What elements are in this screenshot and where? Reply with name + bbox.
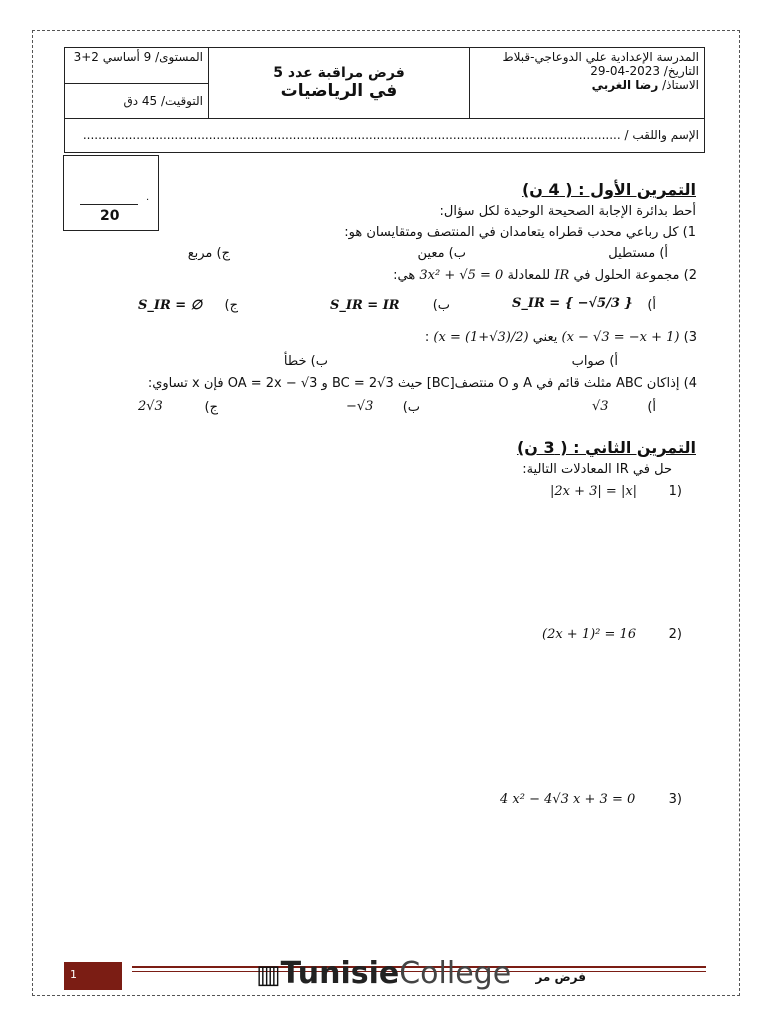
exam-subject: في الرياضيات	[280, 80, 398, 101]
school-cell	[470, 48, 705, 119]
level-cell: المستوى/ 9 أساسي 2+3	[65, 48, 209, 84]
ex2-e1: |2x + 3| = |x|	[550, 484, 638, 499]
ex1-q4-b: −√3	[346, 399, 374, 414]
score-total: 20	[100, 208, 120, 224]
ex1-q3-a: أ) صواب	[571, 354, 618, 369]
student-name-field[interactable]: الإسم واللقب / .............................................................................................................................................	[65, 118, 705, 152]
ex1-q1-b: ب) معين	[417, 246, 466, 261]
exam-title: فرض مراقبة عدد 5	[273, 64, 405, 81]
ex1-title: التمرين الأول : ( 4 ن)	[521, 180, 696, 199]
teacher-name: رضا الغربي	[591, 78, 659, 92]
footer-text: فرض مر	[535, 970, 586, 984]
ex1-q2-c: S_IR = ∅	[138, 298, 203, 313]
ex1-q4-a: √3	[592, 399, 609, 414]
ex1-q4-c-label: ج)	[204, 400, 218, 415]
exam-header-table	[64, 47, 705, 153]
book-icon: ▥	[256, 960, 281, 990]
ex1-q4-b-label: ب)	[402, 400, 420, 415]
score-dot: .	[146, 192, 150, 203]
ex2-e2-num: 2)	[668, 627, 682, 642]
ex1-q1-a: أ) مستطيل	[608, 246, 668, 261]
ex1-q4: 4) إذاكان ABC مثلث قائم في A و O منتصف[BC] حيث BC = 2√3 و OA = 2x − √3 فإن x تساوي:	[147, 376, 697, 391]
score-line	[80, 204, 138, 205]
site-logo: ▥TunisieCollege	[256, 956, 512, 991]
ex1-q2: 2) مجموعة الحلول في IR للمعادلة 3x² + √5 = 0 هي:	[393, 268, 697, 283]
ex1-instruction: أحط بدائرة الإجابة الصحيحة الوحيدة لكل سؤال:	[439, 204, 696, 219]
ex1-q2-c-label: ج)	[224, 298, 238, 313]
ex1-q4-c: 2√3	[138, 399, 163, 414]
ex2-e2: (2x + 1)² = 16	[542, 627, 637, 642]
ex1-q1: 1) كل رباعي محدب قطراه يتعامدان في المنتصف ومتقايسان هو:	[344, 225, 696, 240]
title-cell	[209, 48, 470, 119]
ex2-instruction: حل في IR المعادلات التالية:	[522, 462, 672, 477]
exam-date: التاريخ/ 2023-04-29	[590, 64, 699, 78]
ex1-q4-a-label: أ)	[647, 400, 656, 415]
ex1-q2-b-label: ب)	[432, 298, 450, 313]
ex2-e3-num: 3)	[668, 792, 682, 807]
ex1-q1-c: ج) مربع	[187, 246, 230, 261]
score-box	[63, 155, 159, 231]
ex2-e1-num: 1)	[668, 484, 682, 499]
ex2-title: التمرين الثاني : ( 3 ن)	[516, 438, 696, 457]
ex1-q2-b: S_IR = IR	[330, 298, 400, 313]
ex2-e3: 4 x² − 4√3 x + 3 = 0	[500, 792, 636, 807]
ex1-q2-a: S_IR = { −√5/3 }	[512, 296, 633, 311]
page-footer	[64, 956, 706, 991]
ex1-q3-b: ب) خطأ	[283, 354, 328, 369]
duration-cell: التوقيت/ 45 دق	[65, 84, 209, 118]
page-number: 1	[64, 962, 122, 990]
ex1-q2-a-label: أ)	[647, 298, 656, 313]
ex1-q3: 3) (x − √3 = −x + 1) يعني (x = (1+√3)/2) :	[424, 330, 697, 345]
school-name: المدرسة الإعدادية علي الدوعاجي-قبلاط	[502, 50, 699, 64]
teacher-line: الاستاذ/ رضا الغربي	[591, 78, 699, 92]
